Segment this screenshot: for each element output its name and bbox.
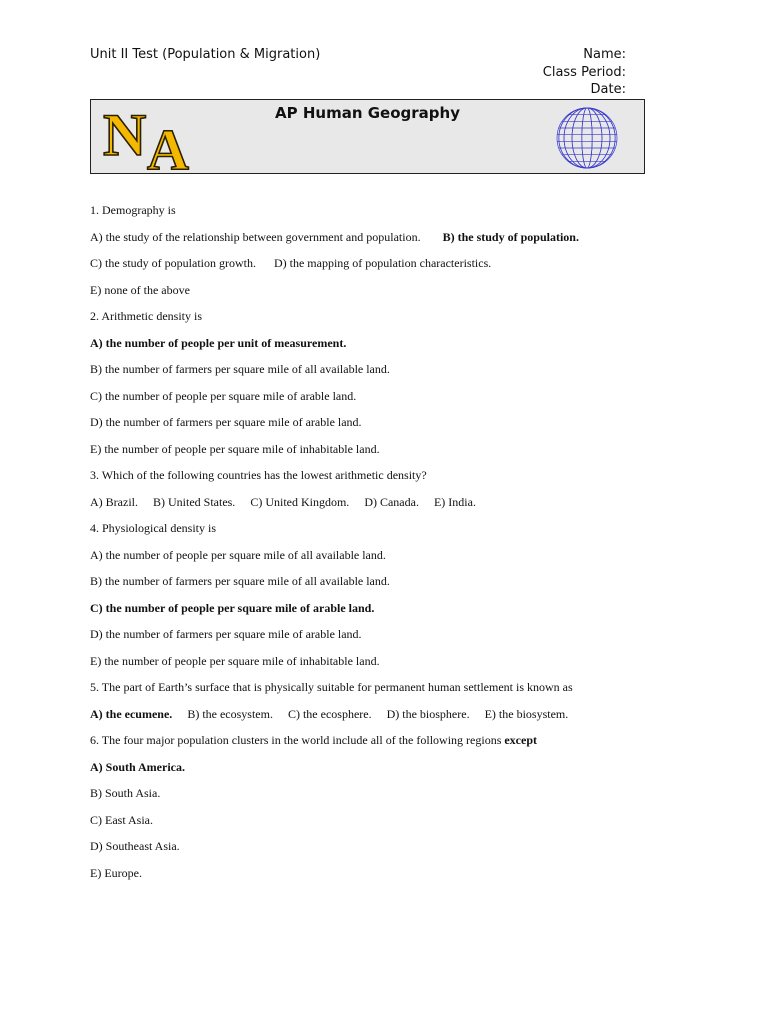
question-line xyxy=(90,282,690,309)
question-list xyxy=(90,202,690,891)
question-text: D) Southeast Asia. xyxy=(90,839,180,853)
question-line xyxy=(90,732,690,759)
question-text: C) United Kingdom. xyxy=(250,494,350,509)
class-period-label: Class Period: xyxy=(542,65,626,80)
question-text: A) the study of the relationship between government and population. xyxy=(90,229,421,244)
name-label: Name: xyxy=(583,47,626,62)
course-title: AP Human Geography xyxy=(275,104,460,122)
question-line xyxy=(90,361,690,388)
question-text: C) the study of population growth. xyxy=(90,256,256,270)
logo-letter-a: A xyxy=(147,117,189,173)
question-text: D) the biosphere. xyxy=(386,706,470,721)
question-text: C) the number of people per square mile of arable land. xyxy=(90,388,357,403)
question-text: B) the number of farmers per square mile of all available land. xyxy=(90,574,390,588)
answer-key-text: A) South America. xyxy=(90,759,185,774)
course-banner xyxy=(90,99,645,174)
question-text: C) the ecosphere. xyxy=(287,706,372,721)
question-line xyxy=(90,308,690,335)
logo-letter-n: N xyxy=(103,103,147,168)
question-line xyxy=(90,759,690,786)
question-text: 2. Arithmetic density is xyxy=(90,309,202,323)
question-line xyxy=(90,706,690,733)
question-text: E) the number of people per square mile of inhabitable land. xyxy=(90,441,380,456)
question-line xyxy=(90,547,690,574)
question-text: E) Europe. xyxy=(90,865,142,880)
question-line xyxy=(90,626,690,653)
question-text: E) none of the above xyxy=(90,282,190,297)
question-line xyxy=(90,573,690,600)
question-text: 3. Which of the following countries has the lowest arithmetic density? xyxy=(90,468,427,482)
document-title: Unit II Test (Population & Migration) xyxy=(90,47,321,62)
question-line xyxy=(90,441,690,468)
question-text: B) United States. xyxy=(152,494,236,509)
question-line xyxy=(90,865,690,892)
question-line xyxy=(90,335,690,362)
question-text: 4. Physiological density is xyxy=(90,521,216,535)
question-text: D) Canada. xyxy=(364,494,419,509)
answer-key-text: B) the study of population. xyxy=(442,229,579,244)
question-text: E) the number of people per square mile of inhabitable land. xyxy=(90,653,380,668)
answer-key-text: A) the number of people per unit of measurement. xyxy=(90,335,347,350)
globe-icon xyxy=(555,105,619,171)
question-text: E) India. xyxy=(433,494,476,509)
question-line xyxy=(90,520,690,547)
question-line xyxy=(90,600,690,627)
question-text: 6. The four major population clusters in the world include all of the following regions xyxy=(90,733,505,747)
question-line xyxy=(90,202,690,229)
question-line xyxy=(90,679,690,706)
question-line xyxy=(90,467,690,494)
question-text: B) South Asia. xyxy=(90,786,161,800)
question-text: D) the mapping of population characteristics. xyxy=(273,256,492,270)
question-text: A) the number of people per square mile of all available land. xyxy=(90,547,386,562)
question-line xyxy=(90,653,690,680)
question-line xyxy=(90,255,690,282)
question-line xyxy=(90,838,690,865)
question-line xyxy=(90,812,690,839)
answer-key-text: A) the ecumene. xyxy=(90,706,173,721)
question-text: 1. Demography is xyxy=(90,203,176,217)
question-text: A) Brazil. xyxy=(90,494,138,509)
question-text: D) the number of farmers per square mile of arable land. xyxy=(90,627,362,641)
answer-key-text: C) the number of people per square mile of arable land. xyxy=(90,600,375,615)
date-label: Date: xyxy=(590,82,626,97)
question-line xyxy=(90,414,690,441)
question-line xyxy=(90,785,690,812)
question-line xyxy=(90,494,690,521)
question-text: B) the ecosystem. xyxy=(187,706,273,721)
question-text: D) the number of farmers per square mile of arable land. xyxy=(90,415,362,429)
question-text: B) the number of farmers per square mile of all available land. xyxy=(90,362,390,376)
question-line xyxy=(90,388,690,415)
question-text: 5. The part of Earth’s surface that is physically suitable for permanent human settlement is known as xyxy=(90,680,573,694)
question-text: C) East Asia. xyxy=(90,812,153,827)
answer-key-text: except xyxy=(504,733,538,747)
question-text: E) the biosystem. xyxy=(484,706,569,721)
question-line xyxy=(90,229,690,256)
